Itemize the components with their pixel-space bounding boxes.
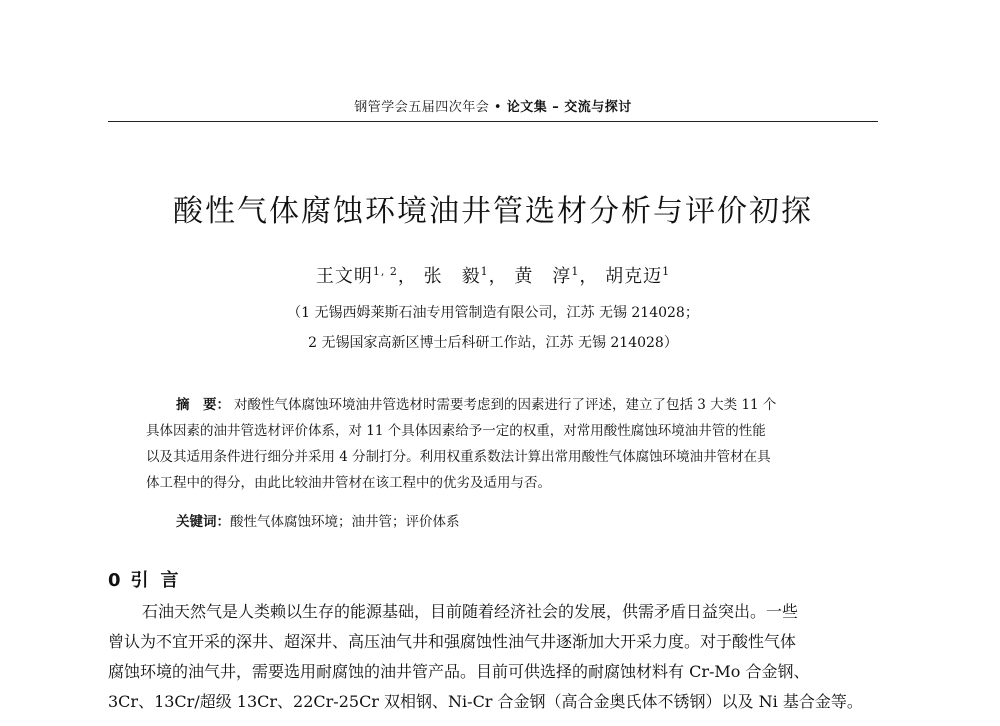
body-line: 曾认为不宜开采的深井、超深井、高压油气井和强腐蚀性油气井逐渐加大开采力度。对于酸性气体 (108, 632, 797, 651)
abstract-line: 具体因素的油井管选材评价体系，对 11 个具体因素给予一定的权重，对常用酸性腐蚀环境油井管的性能 (146, 423, 766, 439)
affiliation-1: （1 无锡西姆莱斯石油专用管制造有限公司，江苏 无锡 214028； (287, 305, 699, 321)
running-header (108, 96, 878, 115)
paper-title: 酸性气体腐蚀环境油井管选材分析与评价初探 (173, 194, 813, 229)
author-name: 黄 淳 (514, 266, 572, 287)
section-title: 引言 (130, 570, 191, 591)
body-line: 3Cr、13Cr/超级 13Cr、22Cr-25Cr 双相钢、Ni-Cr 合金钢（高合金奥氏体不锈钢）以及 Ni 基合金等。 (108, 692, 863, 711)
section-heading (108, 566, 191, 592)
author-affiliation-mark: 1, 2 (372, 265, 398, 278)
abstract-line: 以及其适用条件进行细分并采用 4 分制打分。利用权重系数法计算出常用酸性气体腐蚀环境油井管材在具 (146, 449, 771, 465)
keywords-label: 关键词： (176, 514, 230, 530)
conference-name: 钢管学会五届四次年会 (354, 100, 490, 115)
abstract-line: 对酸性气体腐蚀环境油井管选材时需要考虑到的因素进行了评述，建立了包括 3 大类 11 个 (234, 397, 777, 413)
author-list: 王文明$^{1, 2}$， 张 毅$^1$， 黄 淳$^1$， 胡克迈$^1$ (315, 265, 671, 287)
body-line: 腐蚀环境的油气井，需要选用耐腐蚀的油井管产品。目前可供选择的耐腐蚀材料有 Cr-Mo 合金钢、 (108, 662, 810, 681)
collection-name: 论文集 – 交流与探讨 (506, 100, 632, 115)
abstract-line: 体工程中的得分，由此比较油井管材在该工程中的优劣及适用与否。 (146, 475, 551, 491)
body-line: 石油天然气是人类赖以生存的能源基础，目前随着经济社会的发展，供需矛盾日益突出。一些 (142, 602, 799, 621)
author-affiliation-mark: 1 (571, 265, 580, 278)
affiliation-2: 2 无锡国家高新区博士后科研工作站，江苏 无锡 214028） (308, 335, 678, 351)
author-name: 王文明 (315, 266, 373, 287)
abstract-label: 摘 要： (176, 397, 230, 413)
author-name: 胡克迈 (605, 266, 663, 287)
keywords (176, 510, 856, 530)
author-name: 张 毅 (423, 266, 481, 287)
body-paragraph (108, 597, 880, 717)
author-affiliation-mark: 1 (662, 265, 671, 278)
keywords-text: 酸性气体腐蚀环境；油井管；评价体系 (230, 514, 460, 530)
section-number: 0 (108, 570, 121, 591)
author-affiliation-mark: 1 (480, 265, 489, 278)
header-rule (108, 121, 878, 122)
header-separator: • (493, 100, 503, 115)
abstract (146, 392, 846, 496)
